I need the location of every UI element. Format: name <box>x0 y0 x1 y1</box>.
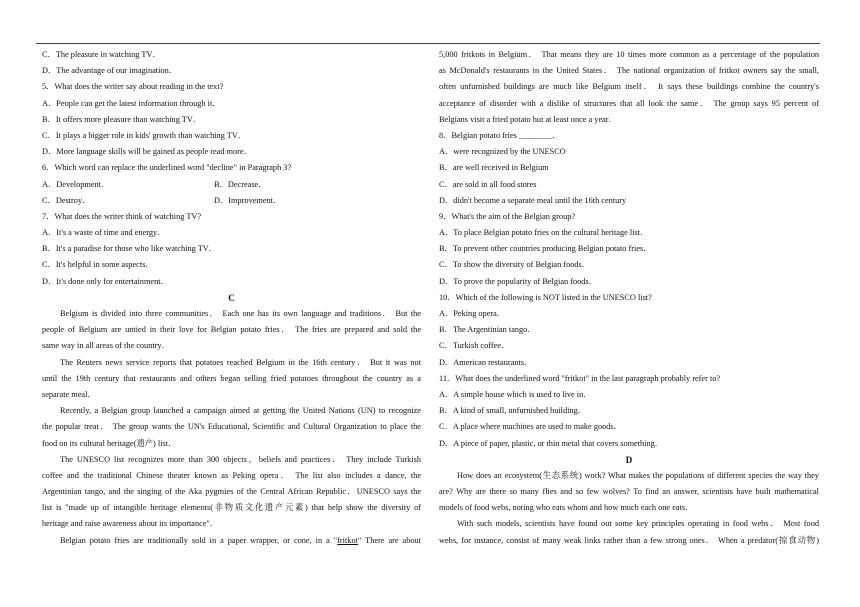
c-cont-line-4: acceptance of disorder with a dislike of structures that all look the same． The group says 95 percent of <box>439 98 819 108</box>
c-p2-line-2: until the 19th century that restaurants and others began selling fried potatoes throughout the country as a <box>42 373 421 383</box>
q6-option-d: D．Improvement． <box>214 195 282 205</box>
q9-question: 9．What's the aim of the Belgian group? <box>439 211 576 221</box>
q6-options-row-2 <box>42 193 421 209</box>
q7-option-d: D．It's done only for entertainment． <box>42 276 169 286</box>
q5-option-b: B．It offers more pleasure than watching TV． <box>42 114 202 124</box>
c-p4-line-2: coffee and the traditional Chinese theater known as Peking opera． The list also includes a dance, the <box>42 470 421 480</box>
q6-option-b: B．Decrease． <box>214 179 267 189</box>
q11-option-a: A．A simple house which is used to live in． <box>439 389 592 399</box>
q11-option-b: B．A kind of small, unfurnished building． <box>439 406 587 416</box>
q9-option-d: D．To prove the popularity of Belgian foods． <box>439 276 597 286</box>
c-p5-text-after: " There are about <box>357 535 421 545</box>
q6-question: 6．Which word can replace the underlined word "decline" in Paragraph 3? <box>42 163 292 173</box>
d-p2-line-2: webs, for instance, consist of many weak links rather than a few strong ones． When a predator(掠食动物) <box>439 535 819 545</box>
c-p4-line-4: list is "made up of intangible heritage elements(非物质文化遗产元素) that help show the diversity of <box>42 503 421 513</box>
q4-option-c: C．The pleasure in watching TV． <box>42 50 161 59</box>
q11-option-d: D．A piece of paper, plastic, or thin metal that covers something． <box>439 438 664 448</box>
c-p4-line-3: Argentinian tango, and the singing of the Aka pygmies of the Central African Republic．UNESCO says the <box>42 487 421 497</box>
d-p1-line-1: How does an ecosystem(生态系统) work? What makes the populations of different species the way they <box>457 470 819 480</box>
q10-option-b: B．The Argentinian tango． <box>439 325 536 335</box>
q7-option-a: A．It's a waste of time and energy． <box>42 228 166 238</box>
section-c-heading: C <box>228 292 235 303</box>
q8-option-b: B．are well received in Belgium <box>439 163 549 173</box>
c-p3-line-3: food on its cultural heritage(遗产) list． <box>42 438 177 448</box>
q5-option-d: D．More language skills will be gained as people read more． <box>42 147 252 157</box>
c-p4-line-5: heritage and raise awareness about its importance"． <box>42 519 219 529</box>
c-p3-line-2: the popular treat． The group wants the UN's Educational, Scientific and Cultural Organization to place the <box>42 422 421 432</box>
c-p2-line-3: separate meal． <box>42 389 96 399</box>
q6-option-c: C．Destroy． <box>42 195 91 205</box>
c-cont-line-5: Belgians visit a fried potato hut at least once a year． <box>439 114 617 124</box>
q5-option-c: C．It plays a bigger role in kids' growth than watching TV． <box>42 130 247 140</box>
d-p1-line-2: are? Why are there so many flies and so few wolves? To find an answer, scientists have built mathematical <box>439 487 819 497</box>
q11-option-c: C．A place where machines are used to make goods． <box>439 422 622 432</box>
c-cont-line-3: often unfurnished buildings are much like Belgium itself． It says these buildings combine the country's <box>439 82 819 92</box>
d-p1-line-3: models of food webs, noting who eats whom and how much each one eats． <box>439 503 694 513</box>
q10-option-c: C．Turkish coffee． <box>439 341 510 351</box>
header-rule <box>36 43 820 44</box>
d-p2-line-1: With such models, scientists have found out some key principles operating in food webs． Most food <box>457 519 819 529</box>
q7-question: 7．What does the writer think of watching TV? <box>42 211 202 221</box>
c-p1-line-3: same way in all areas of the country． <box>42 341 170 351</box>
left-column <box>42 47 421 549</box>
section-d-heading: D <box>625 454 633 465</box>
q5-option-a: A．People can get the latest information through it． <box>42 98 221 108</box>
q8-option-d: D．didn't become a separate meal until the 16th century <box>439 195 627 205</box>
c-cont-line-1: 5,000 fritkots in Belgium． That means they are 10 times more common as a percentage of the population <box>439 50 819 59</box>
c-p5-line-1 <box>42 533 421 549</box>
c-p1-line-1: Belgium is divided into three communities． Each one has its own language and traditions． But the <box>60 309 421 318</box>
right-column <box>439 47 819 549</box>
c-p4-line-1: The UNESCO list recognizes more than 300 objects，beliefs and practices． They include Turkish <box>60 454 421 464</box>
q6-options-row-1 <box>42 177 421 193</box>
fritkot-underlined-word: fritkot <box>337 535 358 545</box>
c-p3-line-1: Recently, a Belgian group launched a campaign aimed at getting the United Nations (UN) to recognize <box>60 406 421 416</box>
q7-option-c: C．It's helpful in some aspects． <box>42 260 154 270</box>
q10-question: 10．Which of the following is NOT listed in the UNESCO list? <box>439 292 652 302</box>
q8-question: 8．Belgian potato fries ________． <box>439 130 561 140</box>
c-p1-line-2: people of Belgium are untied in their love for Belgian potato fries． The fries are prepared and sold the <box>42 325 421 335</box>
q11-question: 11．What does the underlined word "fritkot" in the last paragraph probably refer to? <box>439 373 721 383</box>
c-p2-line-1: The Reuters news service reports that potatoes reached Belgium in the 16th century． But it was not <box>60 357 421 367</box>
q9-option-a: A．To place Belgian potato fries on the cultural heritage list． <box>439 228 649 238</box>
c-p5-text-before: Belgian potato fries are traditionally sold in a paper wrapper, or cone, in a " <box>60 535 338 545</box>
q6-option-a: A．Development． <box>42 179 110 189</box>
q8-option-c: C．are sold in all food stores <box>439 179 537 189</box>
q10-option-d: D．American restaurants． <box>439 357 533 367</box>
q8-option-a: A．were recognized by the UNESCO <box>439 147 566 157</box>
q9-option-c: C．To show the diversity of Belgian foods． <box>439 260 591 270</box>
c-cont-line-2: as McDonald's restaurants in the United States． The national organization of fritkot owners say the small, <box>439 66 819 76</box>
q4-option-d: D．The advantage of our imagination． <box>42 66 178 76</box>
q7-option-b: B．It's a paradise for those who like watching TV． <box>42 244 218 254</box>
q10-option-a: A．Peking opera． <box>439 309 506 318</box>
q5-question: 5．What does the writer say about reading in the text? <box>42 82 224 92</box>
q9-option-b: B．To prevent other countries producing Belgian potato fries． <box>439 244 652 254</box>
